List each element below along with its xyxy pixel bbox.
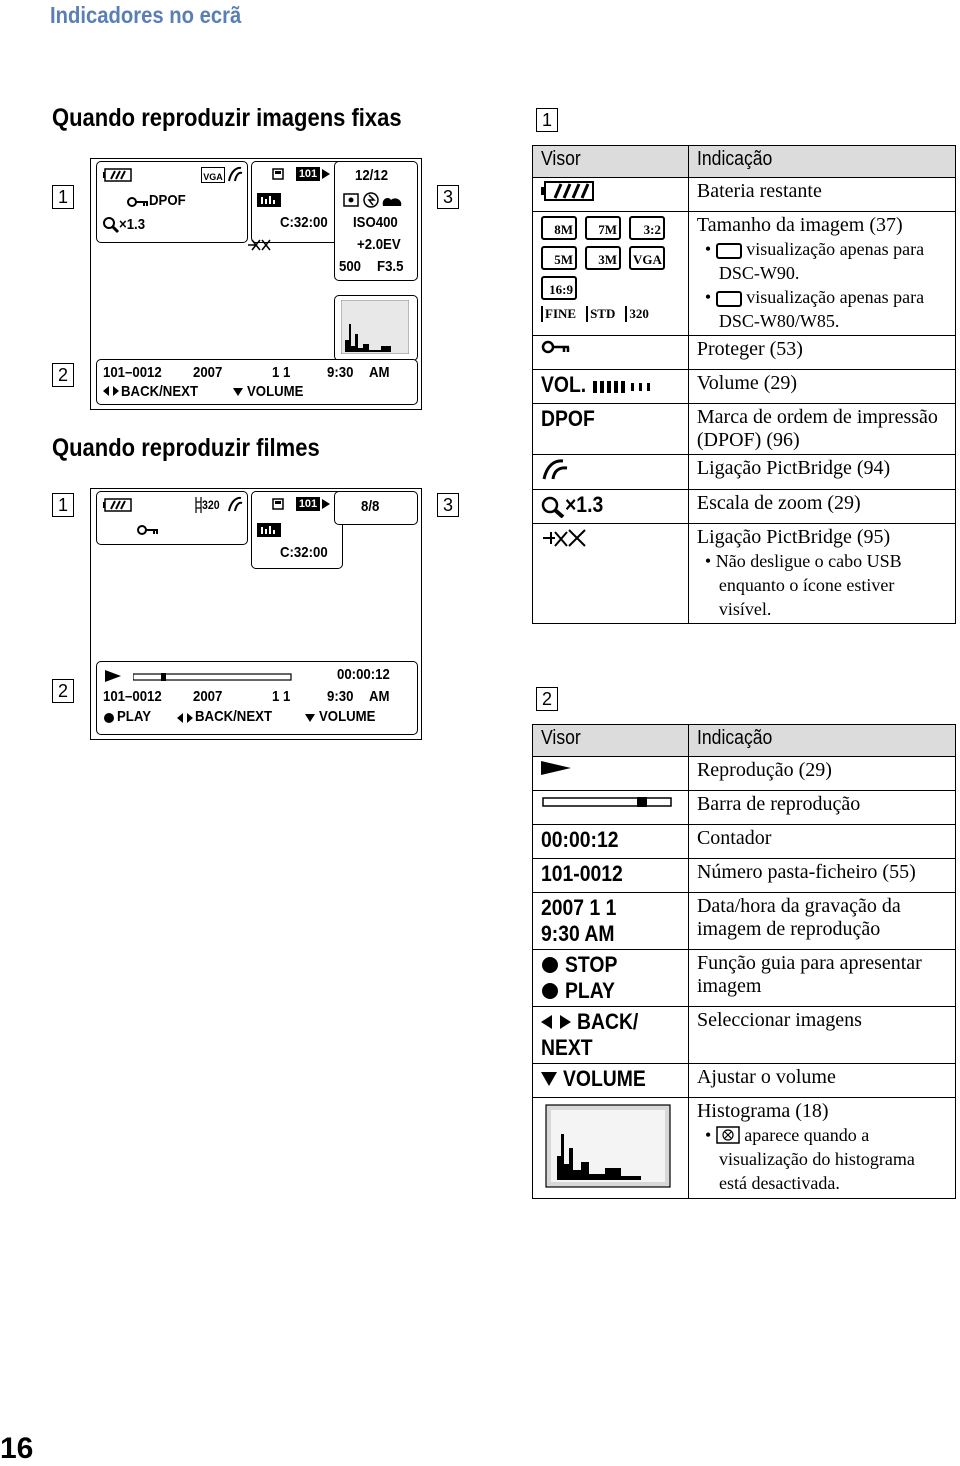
volume-level-icon xyxy=(591,380,663,394)
table-row xyxy=(533,336,956,370)
histogram-graphic xyxy=(545,1104,673,1190)
still-month-day: 1 1 xyxy=(272,364,291,381)
marker-2-still: 2 xyxy=(52,363,74,387)
still-ampm: AM xyxy=(369,364,390,381)
t1-protect: Proteger (53) xyxy=(688,336,955,370)
t2-play: Reprodução (29) xyxy=(688,757,955,791)
protect-icon xyxy=(541,339,571,355)
movie-file: 101–0012 xyxy=(103,688,162,705)
histogram-graphic xyxy=(341,300,409,354)
volume-arrow-icon xyxy=(541,1072,557,1086)
t2-counter-visor: 00:00:12 xyxy=(541,827,619,852)
still-shutter: 500 xyxy=(339,258,362,275)
table-row xyxy=(533,893,956,950)
t1-size-b1-text: visualização apenas para DSC-W90. xyxy=(718,239,925,283)
size-320-icon: 320 xyxy=(625,306,649,322)
still-group-right xyxy=(334,161,418,281)
t2-bar: Barra de reprodução xyxy=(688,791,955,825)
pictbridge-connecting-icon xyxy=(246,237,274,253)
t2-vol: Ajustar o volume xyxy=(688,1064,955,1098)
t2-guide: Função guia para apresentar imagem xyxy=(688,950,955,1007)
table-1-header xyxy=(533,146,956,178)
still-count: 12/12 xyxy=(355,167,389,184)
still-dpof: DPOF xyxy=(149,192,186,209)
table-row xyxy=(533,404,956,455)
still-group-mid xyxy=(251,161,343,243)
still-vga: VGA xyxy=(203,172,223,182)
t2-date-visor-1: 2007 1 1 xyxy=(541,895,617,920)
t1-head-ind: Indicação xyxy=(696,148,773,170)
playback-bar xyxy=(541,794,675,810)
marker-1-movie: 1 xyxy=(52,493,74,517)
t2-select-visor-2: NEXT xyxy=(541,1035,593,1060)
size-icons-row-2 xyxy=(541,246,680,270)
t2-guide-visor-2: PLAY xyxy=(565,978,615,1003)
battery-icon xyxy=(103,498,133,512)
size-icons-row-1 xyxy=(541,216,680,240)
back-next-arrows-icon xyxy=(541,1015,571,1029)
table-row xyxy=(533,859,956,893)
still-zoom: ×1.3 xyxy=(119,216,146,233)
t2-file-visor: 101-0012 xyxy=(541,861,623,886)
play-icon xyxy=(541,759,573,777)
t1-size: Tamanho da imagem (37) xyxy=(696,214,903,236)
back-next-arrows-icon xyxy=(177,713,193,723)
pictbridge-icon xyxy=(227,495,243,513)
t1-volume-visor: VOL. xyxy=(541,372,587,397)
size-icons-row-4 xyxy=(541,306,680,322)
size-fine-icon: FINE xyxy=(541,306,576,322)
t1-volume: Volume (29) xyxy=(688,370,955,404)
section-title-still: Quando reproduzir imagens fixas xyxy=(52,104,402,132)
movie-play: PLAY xyxy=(117,708,152,725)
volume-arrow-icon xyxy=(233,388,243,396)
t2-guide-visor-1-wrap xyxy=(541,952,680,978)
movie-month-day: 1 1 xyxy=(272,688,291,705)
folder-icon xyxy=(296,497,320,511)
t1-pict: Ligação PictBridge (94) xyxy=(688,455,955,490)
t2-select-visor-1: BACK/ xyxy=(577,1009,639,1034)
marker-3-still: 3 xyxy=(437,185,459,209)
pictbridge-icon xyxy=(541,457,571,481)
t1-size-bullet-2: • visualização apenas para DSC-W80/W85. xyxy=(704,287,925,331)
size-8m-icon: 8M xyxy=(541,216,577,240)
play-icon xyxy=(105,670,121,682)
table-row xyxy=(533,1007,956,1064)
back-next-arrows-icon xyxy=(103,386,119,396)
marker-table-2: 2 xyxy=(536,687,558,711)
t1-zoom: Escala de zoom (29) xyxy=(688,490,955,524)
t2-select-visor-1-wrap xyxy=(541,1009,680,1035)
movie-ampm: AM xyxy=(369,688,390,705)
movie-volume: VOLUME xyxy=(319,708,376,725)
size-7m-icon xyxy=(716,291,742,307)
table-row xyxy=(533,1098,956,1199)
dot-button-icon xyxy=(541,982,559,1000)
size-5m-icon: 5M xyxy=(541,246,577,270)
t1-head-visor: Visor xyxy=(541,148,581,170)
metering-flash-wb-icons xyxy=(343,192,405,208)
still-volume: VOLUME xyxy=(247,383,304,400)
table-row xyxy=(533,212,956,336)
table-2-header xyxy=(533,725,956,757)
marker-table-1: 1 xyxy=(536,108,558,132)
size-3m-icon: 3M xyxy=(585,246,621,270)
table-row xyxy=(533,757,956,791)
still-year: 2007 xyxy=(193,364,223,381)
movie-size: 320 xyxy=(202,498,220,512)
t1-dpof-visor: DPOF xyxy=(541,406,595,431)
size-169-icon: 16:9 xyxy=(541,276,577,300)
t1-battery: Bateria restante xyxy=(688,178,955,212)
t1-pict2-bullet: • Não desligue o cabo USB enquanto o ícone estiver visível. xyxy=(704,551,902,619)
movie-group-mid xyxy=(251,491,343,569)
still-group-left xyxy=(96,161,248,243)
folder-arrow-icon xyxy=(322,169,330,179)
t2-hist: Histograma (18) xyxy=(696,1100,829,1122)
folder-arrow-icon xyxy=(322,499,330,509)
size-8m-icon xyxy=(716,243,742,259)
page-number: 16 xyxy=(0,1432,34,1465)
marker-2-movie: 2 xyxy=(52,679,74,703)
zoom-icon xyxy=(102,216,120,234)
still-file: 101–0012 xyxy=(103,364,162,381)
protect-icon xyxy=(127,196,149,208)
image-size-icon xyxy=(201,167,225,183)
table-2 xyxy=(532,724,956,1199)
movie-lcd-frame xyxy=(90,488,422,740)
movie-year: 2007 xyxy=(193,688,223,705)
table-row xyxy=(533,455,956,490)
table-row xyxy=(533,791,956,825)
t2-date-visor-2: 9:30 AM xyxy=(541,921,615,946)
battery-icon xyxy=(541,180,595,202)
still-counter: C:32:00 xyxy=(280,214,328,231)
table-1 xyxy=(532,145,956,624)
still-folder-number: 101 xyxy=(298,168,318,180)
t2-head-visor: Visor xyxy=(541,727,581,749)
battery-icon xyxy=(103,168,133,182)
volume-arrow-icon xyxy=(305,714,315,722)
table-row xyxy=(533,490,956,524)
t2-vol-visor: VOLUME xyxy=(563,1066,646,1091)
movie-time: 9:30 xyxy=(327,688,354,705)
table-row xyxy=(533,825,956,859)
movie-group-bottom xyxy=(96,661,418,735)
pictbridge-icon xyxy=(227,165,243,183)
table-row xyxy=(533,1064,956,1098)
marker-3-movie: 3 xyxy=(437,493,459,517)
table-row xyxy=(533,370,956,404)
movie-folder-number: 101 xyxy=(298,498,318,510)
still-histogram-frame xyxy=(334,295,418,361)
dot-button-icon xyxy=(541,956,559,974)
section-title-movie: Quando reproduzir filmes xyxy=(52,434,320,462)
memory-icon xyxy=(272,168,284,180)
t1-pict2: Ligação PictBridge (95) xyxy=(696,526,891,548)
pictbridge-connecting-icon xyxy=(541,526,591,550)
still-ev: +2.0EV xyxy=(357,236,401,253)
still-lcd-frame xyxy=(90,158,422,410)
movie-counter: C:32:00 xyxy=(280,544,328,561)
playback-bar xyxy=(133,672,293,682)
t2-guide-visor-2-wrap xyxy=(541,978,680,1004)
t1-size-b2-text: visualização apenas para DSC-W80/W85. xyxy=(718,287,925,331)
still-group-bottom xyxy=(96,359,418,405)
t2-head-ind: Indicação xyxy=(696,727,773,749)
movie-group-right xyxy=(334,491,418,525)
t2-date: Data/hora da gravação da imagem de reprodução xyxy=(688,893,955,950)
memory-icon xyxy=(272,498,284,510)
table-row xyxy=(533,950,956,1007)
t2-file: Número pasta-ficheiro (55) xyxy=(688,859,955,893)
table-row xyxy=(533,178,956,212)
t2-vol-visor-wrap xyxy=(541,1066,680,1092)
still-iso: ISO400 xyxy=(353,214,398,231)
still-nav: BACK/NEXT xyxy=(121,383,199,400)
t2-guide-visor-1: STOP xyxy=(565,952,618,977)
size-std-icon: STD xyxy=(586,306,615,322)
movie-group-left xyxy=(96,491,248,545)
t1-zoom-visor: ×1.3 xyxy=(565,492,604,517)
t1-pict2-b-text: Não desligue o cabo USB enquanto o ícone estiver visível. xyxy=(715,551,902,619)
size-icons-row-3 xyxy=(541,276,680,300)
movie-timer: 00:00:12 xyxy=(337,666,390,683)
t2-select: Seleccionar imagens xyxy=(688,1007,955,1064)
table-row xyxy=(533,524,956,624)
protect-icon xyxy=(137,524,159,536)
dot-button-icon xyxy=(103,712,115,724)
t2-hist-b-text: aparece quando a visualização do histograma está desactivada. xyxy=(718,1125,915,1193)
still-time: 9:30 xyxy=(327,364,354,381)
playback-folder-icon xyxy=(256,190,282,208)
size-vga-icon: VGA xyxy=(629,246,665,270)
page-header: Indicadores no ecrã xyxy=(50,2,242,28)
marker-1-still: 1 xyxy=(52,185,74,209)
movie-nav: BACK/NEXT xyxy=(195,708,273,725)
still-aperture: F3.5 xyxy=(377,258,404,275)
movie-count: 8/8 xyxy=(361,498,380,515)
size-7m-icon: 7M xyxy=(585,216,621,240)
t2-hist-bullet: • aparece quando a visualização do histograma está desactivada. xyxy=(704,1125,915,1193)
folder-icon xyxy=(296,167,320,181)
t1-dpof: Marca de ordem de impressão (DPOF) (96) xyxy=(688,404,955,455)
histogram-off-icon xyxy=(716,1126,740,1144)
t1-size-bullet-1: • visualização apenas para DSC-W90. xyxy=(704,239,925,283)
size-32-icon: 3:2 xyxy=(629,216,665,240)
playback-folder-icon xyxy=(256,520,282,538)
t2-counter: Contador xyxy=(688,825,955,859)
zoom-icon xyxy=(541,496,565,518)
